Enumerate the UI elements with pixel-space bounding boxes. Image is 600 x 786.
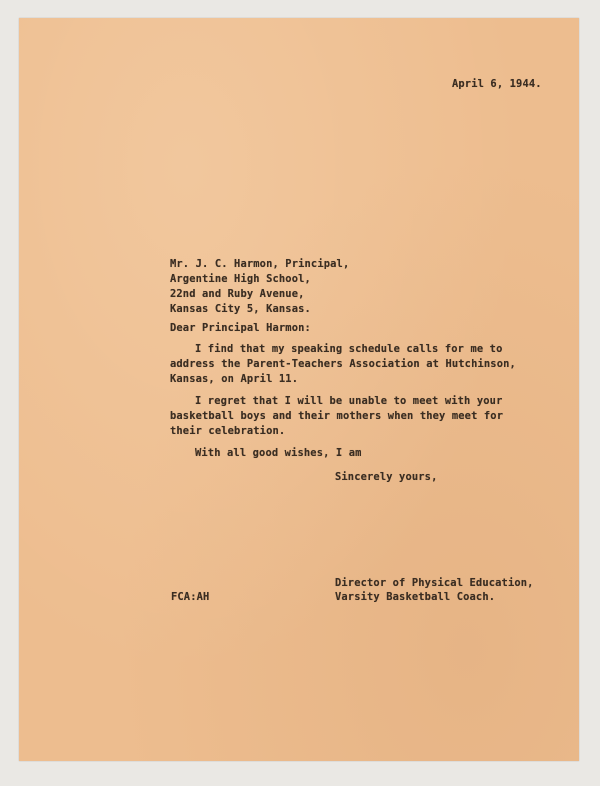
recipient-line: Argentine High School,: [170, 273, 311, 285]
sign-off: Sincerely yours,: [335, 471, 438, 483]
paragraph-2-line: I regret that I will be unable to meet with your: [195, 395, 503, 407]
recipient-line: 22nd and Ruby Avenue,: [170, 288, 305, 300]
paragraph-1-line: address the Parent-Teachers Association at Hutchinson,: [170, 358, 516, 370]
salutation: Dear Principal Harmon:: [170, 322, 311, 334]
letter-paper: [19, 18, 579, 761]
reference-initials: FCA:AH: [171, 591, 210, 603]
paragraph-1-line: I find that my speaking schedule calls for me to: [195, 343, 503, 355]
signature-title-line: Varsity Basketball Coach.: [335, 591, 496, 603]
closing-line: With all good wishes, I am: [195, 447, 362, 459]
recipient-line: Mr. J. C. Harmon, Principal,: [170, 258, 350, 270]
signature-title-line: Director of Physical Education,: [335, 577, 534, 589]
paragraph-2-line: their celebration.: [170, 425, 286, 437]
letter-date: April 6, 1944.: [452, 78, 542, 90]
paragraph-2-line: basketball boys and their mothers when they meet for: [170, 410, 504, 422]
recipient-line: Kansas City 5, Kansas.: [170, 303, 311, 315]
paragraph-1-line: Kansas, on April 11.: [170, 373, 299, 385]
